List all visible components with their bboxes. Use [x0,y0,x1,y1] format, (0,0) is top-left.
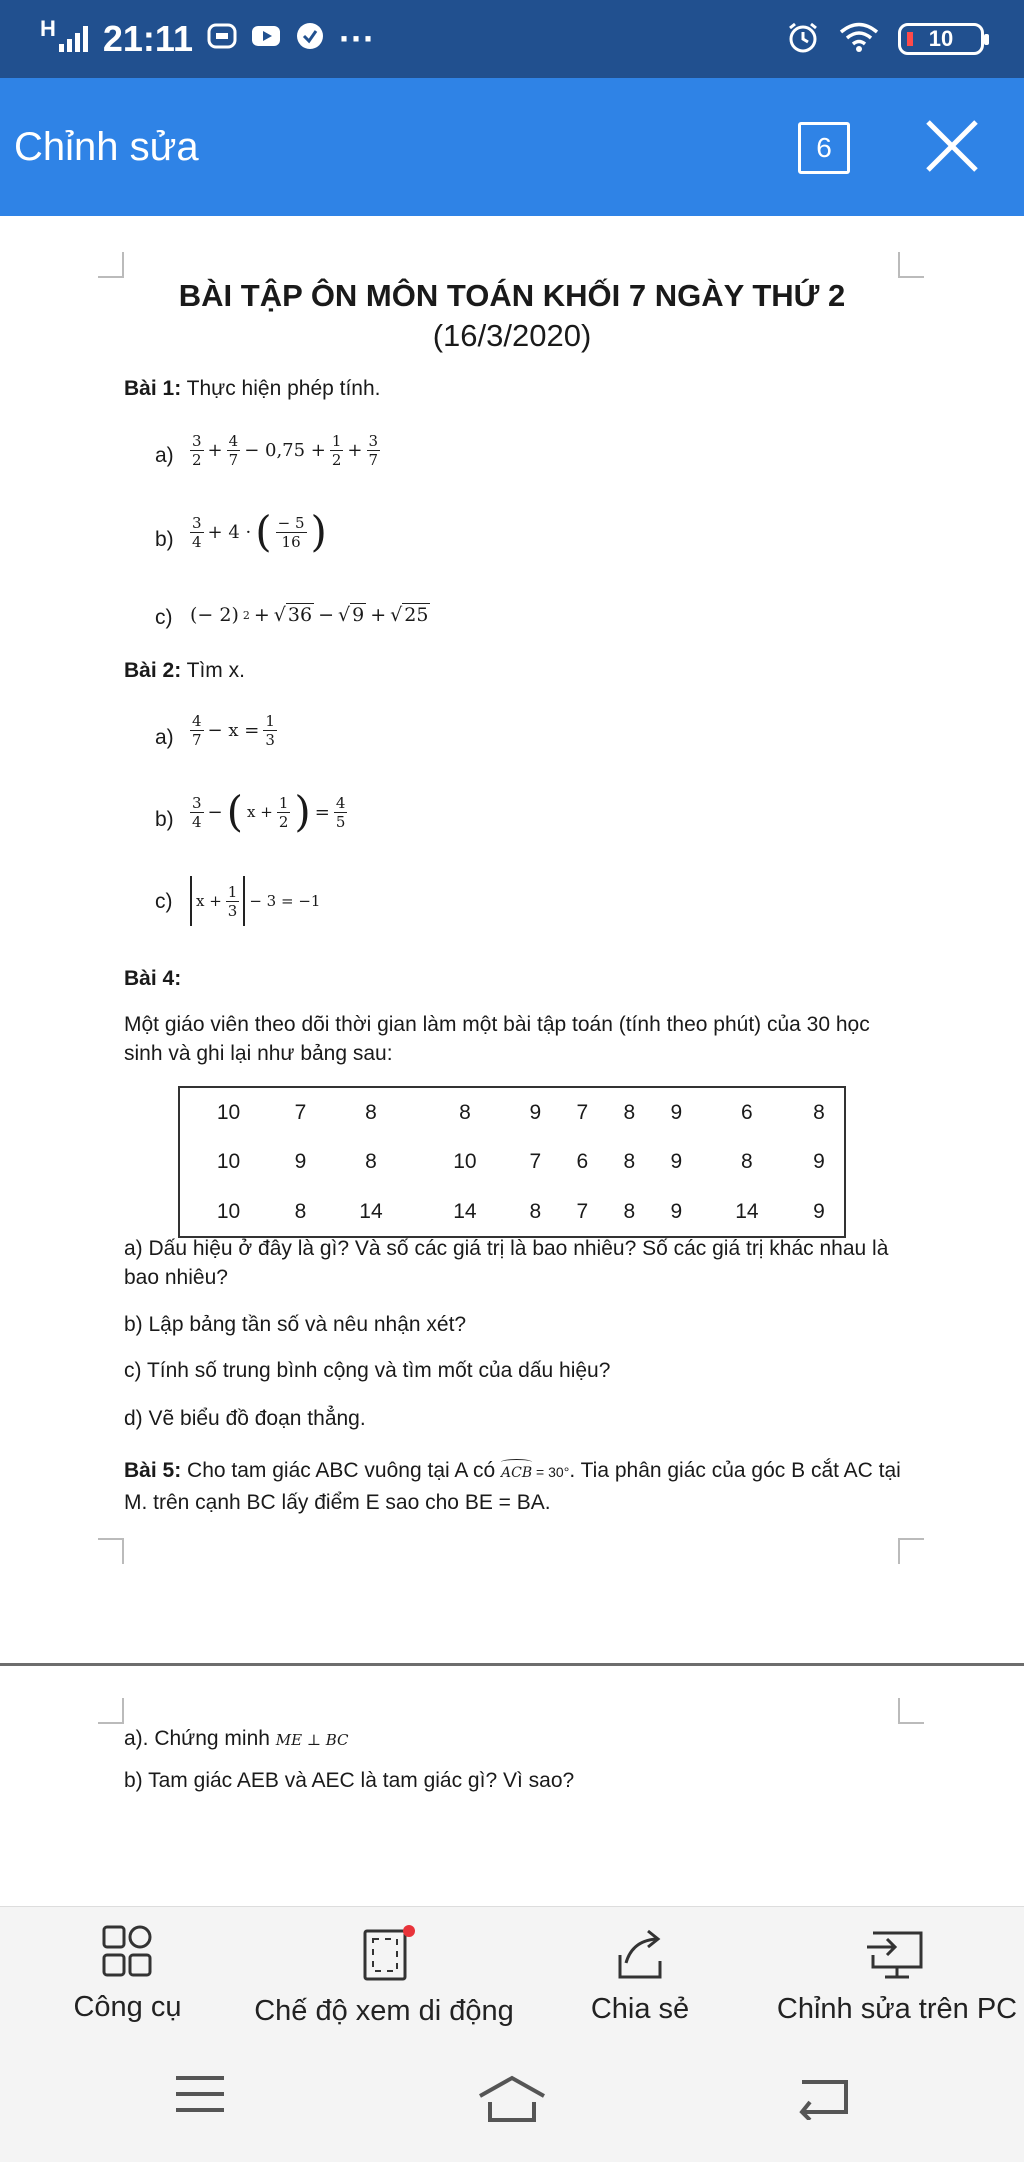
signal-type: H [40,16,56,41]
clock: 21:11 [102,18,193,59]
fraction: $\frac{1}{3}$ [265,712,275,749]
table-cell: 7 [576,1100,589,1124]
zalo-icon [207,18,237,60]
page2-question-b: b) Tam giác AEB và AEC là tam giác gì? Vì sao? [124,1769,575,1792]
table-cell: 14 [453,1199,477,1223]
fraction: $\frac{3}{4}$ [192,513,202,551]
close-icon [920,114,984,178]
question-b: b) Lập bảng tần số và nêu nhận xét? [124,1313,467,1336]
table-cell: 14 [359,1199,383,1223]
table-cell: 8 [365,1150,377,1173]
margin-mark [898,252,924,278]
home-icon [476,2074,548,2124]
fraction: $\frac{3}{2}$ [192,432,202,469]
bai1-heading [124,374,904,403]
table-cell: 8 [623,1199,636,1223]
table-cell: 8 [365,1100,377,1124]
question-a: a) Dấu hiệu ở đây là gì? Và số các giá trị là bao nhiêu? Số các giá trị khác nhau là bao nhiêu? [124,1237,889,1289]
mobile-view-label: Chế độ xem di động [254,1995,514,2027]
question-d: d) Vẽ biểu đồ đoạn thẳng. [124,1407,366,1430]
table-row [179,1187,845,1237]
page-count: 6 [816,132,832,163]
bai2-heading [124,656,904,685]
bai1-a-label: a) [155,444,174,467]
margin-mark [98,252,124,278]
margin-mark [898,1698,924,1724]
doc-title-line1: BÀI TẬP ÔN MÔN TOÁN KHỐI 7 NGÀY THỨ 2 [178,278,846,313]
bai2-a-label: a) [155,726,174,749]
tools-label: Công cụ [73,1991,182,2023]
page-title: Chỉnh sửa [14,124,199,169]
bai1-label: Bài 1: [124,377,182,400]
mobile-view-icon [349,1925,419,1983]
table-cell: 14 [735,1199,759,1223]
table-row [179,1137,845,1187]
margin-mark [98,1538,124,1564]
table-cell: 8 [459,1100,471,1124]
table-cell: 9 [670,1150,683,1173]
bai4-heading: Bài 4: [124,967,182,990]
table-cell: 10 [216,1100,241,1124]
doc-title-line2: (16/3/2020) [432,318,592,353]
fraction: $\frac{4}{5}$ [335,793,346,831]
tools-button[interactable] [60,1907,195,2035]
bai5-text: Bài 5: Cho tam giác ABC vuông tại A có ACB = 30°. Tia phân giác của góc B cắt AC tại M. trên cạnh BC lấy điểm E sao cho BE = BA. [124,1459,901,1514]
bai2-a-expr: $\frac{4}{7}$ − x = $\frac{1}{3}$ [192,712,275,749]
bai2-label: Bài 2: [124,659,182,682]
home-button[interactable] [476,2074,548,2124]
table-cell: 8 [529,1199,542,1223]
bai2-b-label: b) [155,808,174,831]
table-cell: 9 [670,1199,683,1223]
edit-on-pc-icon [865,1925,929,1981]
share-icon [610,1925,670,1981]
status-bar [0,0,1024,78]
edit-on-pc-label: Chỉnh sửa trên PC [776,1993,1018,2025]
bai1-c-label: c) [155,606,173,629]
bai1-a-expr: $\frac{3}{2}$ + $\frac{4}{7}$ − 0,75 + $\frac{1}{2}$ + $\frac{3}{7}$ [192,432,379,469]
check-circle-icon [295,18,325,60]
table-cell: 6 [576,1150,589,1173]
fraction: $\frac{4}{7}$ [228,432,239,469]
signal-icon [40,16,89,52]
battery-icon [898,23,984,55]
page-divider [0,1663,1024,1666]
app-header [0,78,1024,216]
share-label: Chia sẻ [590,1993,690,2025]
fraction: $\frac{3}{4}$ [192,793,202,831]
status-left [40,18,375,60]
bai1-b-expr: $\frac{3}{4}$ + 4 · ( $\frac{- 5}{16}$ ) [192,507,327,556]
table-cell: 9 [813,1199,825,1223]
question-c: c) Tính số trung bình cộng và tìm mốt của dấu hiệu? [124,1359,611,1382]
status-right [786,20,984,59]
share-button[interactable] [575,1907,705,2035]
table-cell: 7 [529,1150,542,1173]
table-cell: 7 [576,1199,589,1223]
table-cell: 8 [294,1199,307,1223]
table-row [179,1087,845,1137]
table-cell: 8 [741,1150,753,1173]
margin-mark [98,1698,124,1724]
bottom-toolbar [0,1906,1024,2034]
back-icon [796,2072,852,2120]
fraction: $\frac{1}{2}$ [278,793,289,831]
data-table [178,1086,846,1238]
bai2-text: Tìm x. [181,659,245,682]
fraction: $\frac{4}{7}$ [192,712,202,749]
fraction: $\frac{3}{7}$ [368,432,379,469]
table-cell: 9 [529,1100,542,1124]
bai4-intro: Một giáo viên theo dõi thời gian làm một bài tập toán (tính theo phút) của 30 học sinh và ghi lại như bảng sau: [124,1013,870,1065]
table-cell: 8 [623,1150,636,1173]
menu-button[interactable] [172,2070,228,2118]
mobile-view-button[interactable] [250,1907,518,2035]
battery-level: 10 [928,26,954,51]
bai1-c-expr: (− 2) 2 + √ 36 − √ 9 + √ 25 [190,604,429,626]
bai5-label: Bài 5: [124,1459,182,1482]
table-cell: 10 [216,1199,241,1223]
fraction: $\frac{- 5}{16}$ [277,513,305,551]
bai1-text: Thực hiện phép tính. [181,377,381,400]
fraction: $\frac{1}{3}$ [227,882,238,920]
alarm-icon [786,20,820,59]
angle-acb: ACB [501,1465,532,1481]
table-cell: 9 [670,1100,683,1124]
wifi-icon [838,21,880,58]
edit-on-pc-button[interactable] [770,1907,1024,2035]
tools-grid-icon [98,1925,158,1979]
back-button[interactable] [796,2072,852,2120]
table-cell: 9 [813,1150,825,1173]
table-cell: 10 [216,1150,241,1173]
bai2-c-label: c) [155,890,173,913]
table-cell: 7 [294,1100,307,1124]
youtube-icon [251,18,281,60]
margin-mark [898,1538,924,1564]
menu-icon [172,2070,228,2118]
bai2-b-expr: $\frac{3}{4}$ − ( x + $\frac{1}{2}$ ) = $\frac{4}{5}$ [192,787,346,836]
table-cell: 9 [294,1150,307,1173]
bai1-b-label: b) [155,528,174,551]
close-button[interactable] [920,114,984,178]
document-view[interactable] [0,216,1024,1906]
more-notifications-icon: ··· [338,18,375,59]
page2-question-a: a). Chứng minh ME ⊥ BC [124,1727,349,1750]
fraction: $\frac{1}{2}$ [331,432,342,469]
page-count-button[interactable] [798,122,850,174]
system-nav-bar [0,2034,1024,2162]
table-cell: 8 [813,1100,825,1124]
table-cell: 8 [623,1100,636,1124]
table-cell: 6 [741,1100,753,1124]
table-cell: 10 [453,1150,477,1173]
bai2-c-expr: x + $\frac{1}{3}$ − 3 = −1 [190,876,320,926]
